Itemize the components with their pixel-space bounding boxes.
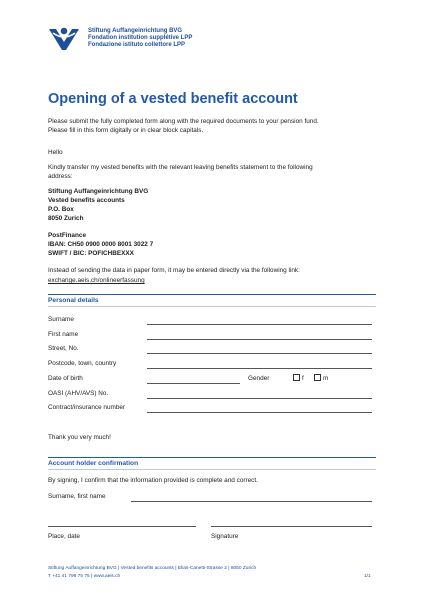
oasi-field[interactable] bbox=[147, 398, 372, 399]
oasi-label: OASI (AHV/AVS) No. bbox=[48, 390, 109, 397]
signer-name-label: Surname, first name bbox=[48, 493, 106, 500]
postcode-field[interactable] bbox=[147, 368, 372, 369]
thank-you-text: Thank you very much! bbox=[48, 434, 111, 441]
intro-line-2: Please fill in this form digitally or in clear block capitals. bbox=[48, 127, 204, 134]
contract-number-label: Contract/insurance number bbox=[48, 404, 126, 411]
surname-label: Surname bbox=[48, 316, 74, 323]
confirmation-heading: Account holder confirmation bbox=[48, 460, 139, 467]
street-field[interactable] bbox=[147, 353, 372, 354]
address-line-4: 8050 Zurich bbox=[48, 215, 84, 222]
section-top-rule bbox=[48, 294, 376, 295]
alternative-text: Instead of sending the data in paper form, it may be entered directly via the following link: bbox=[48, 267, 300, 274]
contract-number-field[interactable] bbox=[147, 412, 372, 413]
page-title: Opening of a vested benefit account bbox=[48, 91, 298, 107]
signature-label: Signature bbox=[211, 533, 239, 540]
gender-m-checkbox[interactable] bbox=[314, 374, 321, 381]
bank-swift: SWIFT / BIC: POFICHBEXXX bbox=[48, 250, 134, 257]
signature-field[interactable] bbox=[211, 526, 372, 527]
address-line-2: Vested benefits accounts bbox=[48, 197, 125, 204]
confirmation-statement: By signing, I confirm that the information provided is complete and correct. bbox=[48, 477, 258, 484]
intro-line-1: Please submit the fully completed form along with the required documents to your pension fund. bbox=[48, 118, 319, 125]
bank-iban: IBAN: CH50 0900 0000 8001 3022 7 bbox=[48, 241, 154, 248]
section-bottom-rule bbox=[48, 306, 376, 307]
personal-details-heading: Personal details bbox=[48, 297, 99, 304]
date-of-birth-label: Date of birth bbox=[48, 375, 83, 382]
date-of-birth-field[interactable] bbox=[147, 383, 240, 384]
greeting: Hello bbox=[48, 149, 63, 156]
signer-name-field[interactable] bbox=[131, 501, 372, 502]
organization-name bbox=[88, 28, 192, 49]
gender-f-checkbox[interactable] bbox=[293, 374, 300, 381]
address-line-1: Stiftung Auffangeinrichtung BVG bbox=[48, 188, 149, 195]
online-entry-link[interactable]: exchange.aeis.ch/onlineerfassung bbox=[48, 277, 145, 284]
street-label: Street, No. bbox=[48, 345, 79, 352]
place-date-label: Place, date bbox=[48, 533, 80, 540]
first-name-field[interactable] bbox=[147, 339, 372, 340]
foundation-logo-icon bbox=[48, 26, 80, 52]
org-name-it: Fondazione istituto collettore LPP bbox=[88, 42, 186, 48]
gender-m-label: m bbox=[323, 375, 329, 382]
first-name-label: First name bbox=[48, 331, 79, 338]
gender-f-label: f bbox=[302, 375, 304, 382]
address-line-3: P.O. Box bbox=[48, 206, 74, 213]
bank-name: PostFinance bbox=[48, 232, 86, 239]
page-number: 1/1 bbox=[364, 574, 371, 579]
footer-address: Stiftung Auffangeinrichtung BVG | Vested benefits accounts | Elias-Canetti-Strasse 2 | 8050 Zurich bbox=[48, 566, 257, 571]
confirmation-bottom-rule bbox=[48, 469, 376, 470]
place-date-field[interactable] bbox=[48, 526, 196, 527]
footer-contact: T +41 41 799 75 75 | www.aeis.ch bbox=[48, 574, 121, 579]
org-name-de: Stiftung Auffangeinrichtung BVG bbox=[88, 28, 183, 34]
gender-label: Gender bbox=[248, 375, 270, 382]
request-line-2: address: bbox=[48, 173, 73, 180]
confirmation-top-rule bbox=[48, 457, 376, 458]
surname-field[interactable] bbox=[147, 324, 372, 325]
request-line-1: Kindly transfer my vested benefits with the relevant leaving benefits statement to the following bbox=[48, 164, 313, 171]
postcode-label: Postcode, town, country bbox=[48, 360, 117, 367]
org-name-fr: Fondation institution supplétive LPP bbox=[88, 35, 193, 41]
